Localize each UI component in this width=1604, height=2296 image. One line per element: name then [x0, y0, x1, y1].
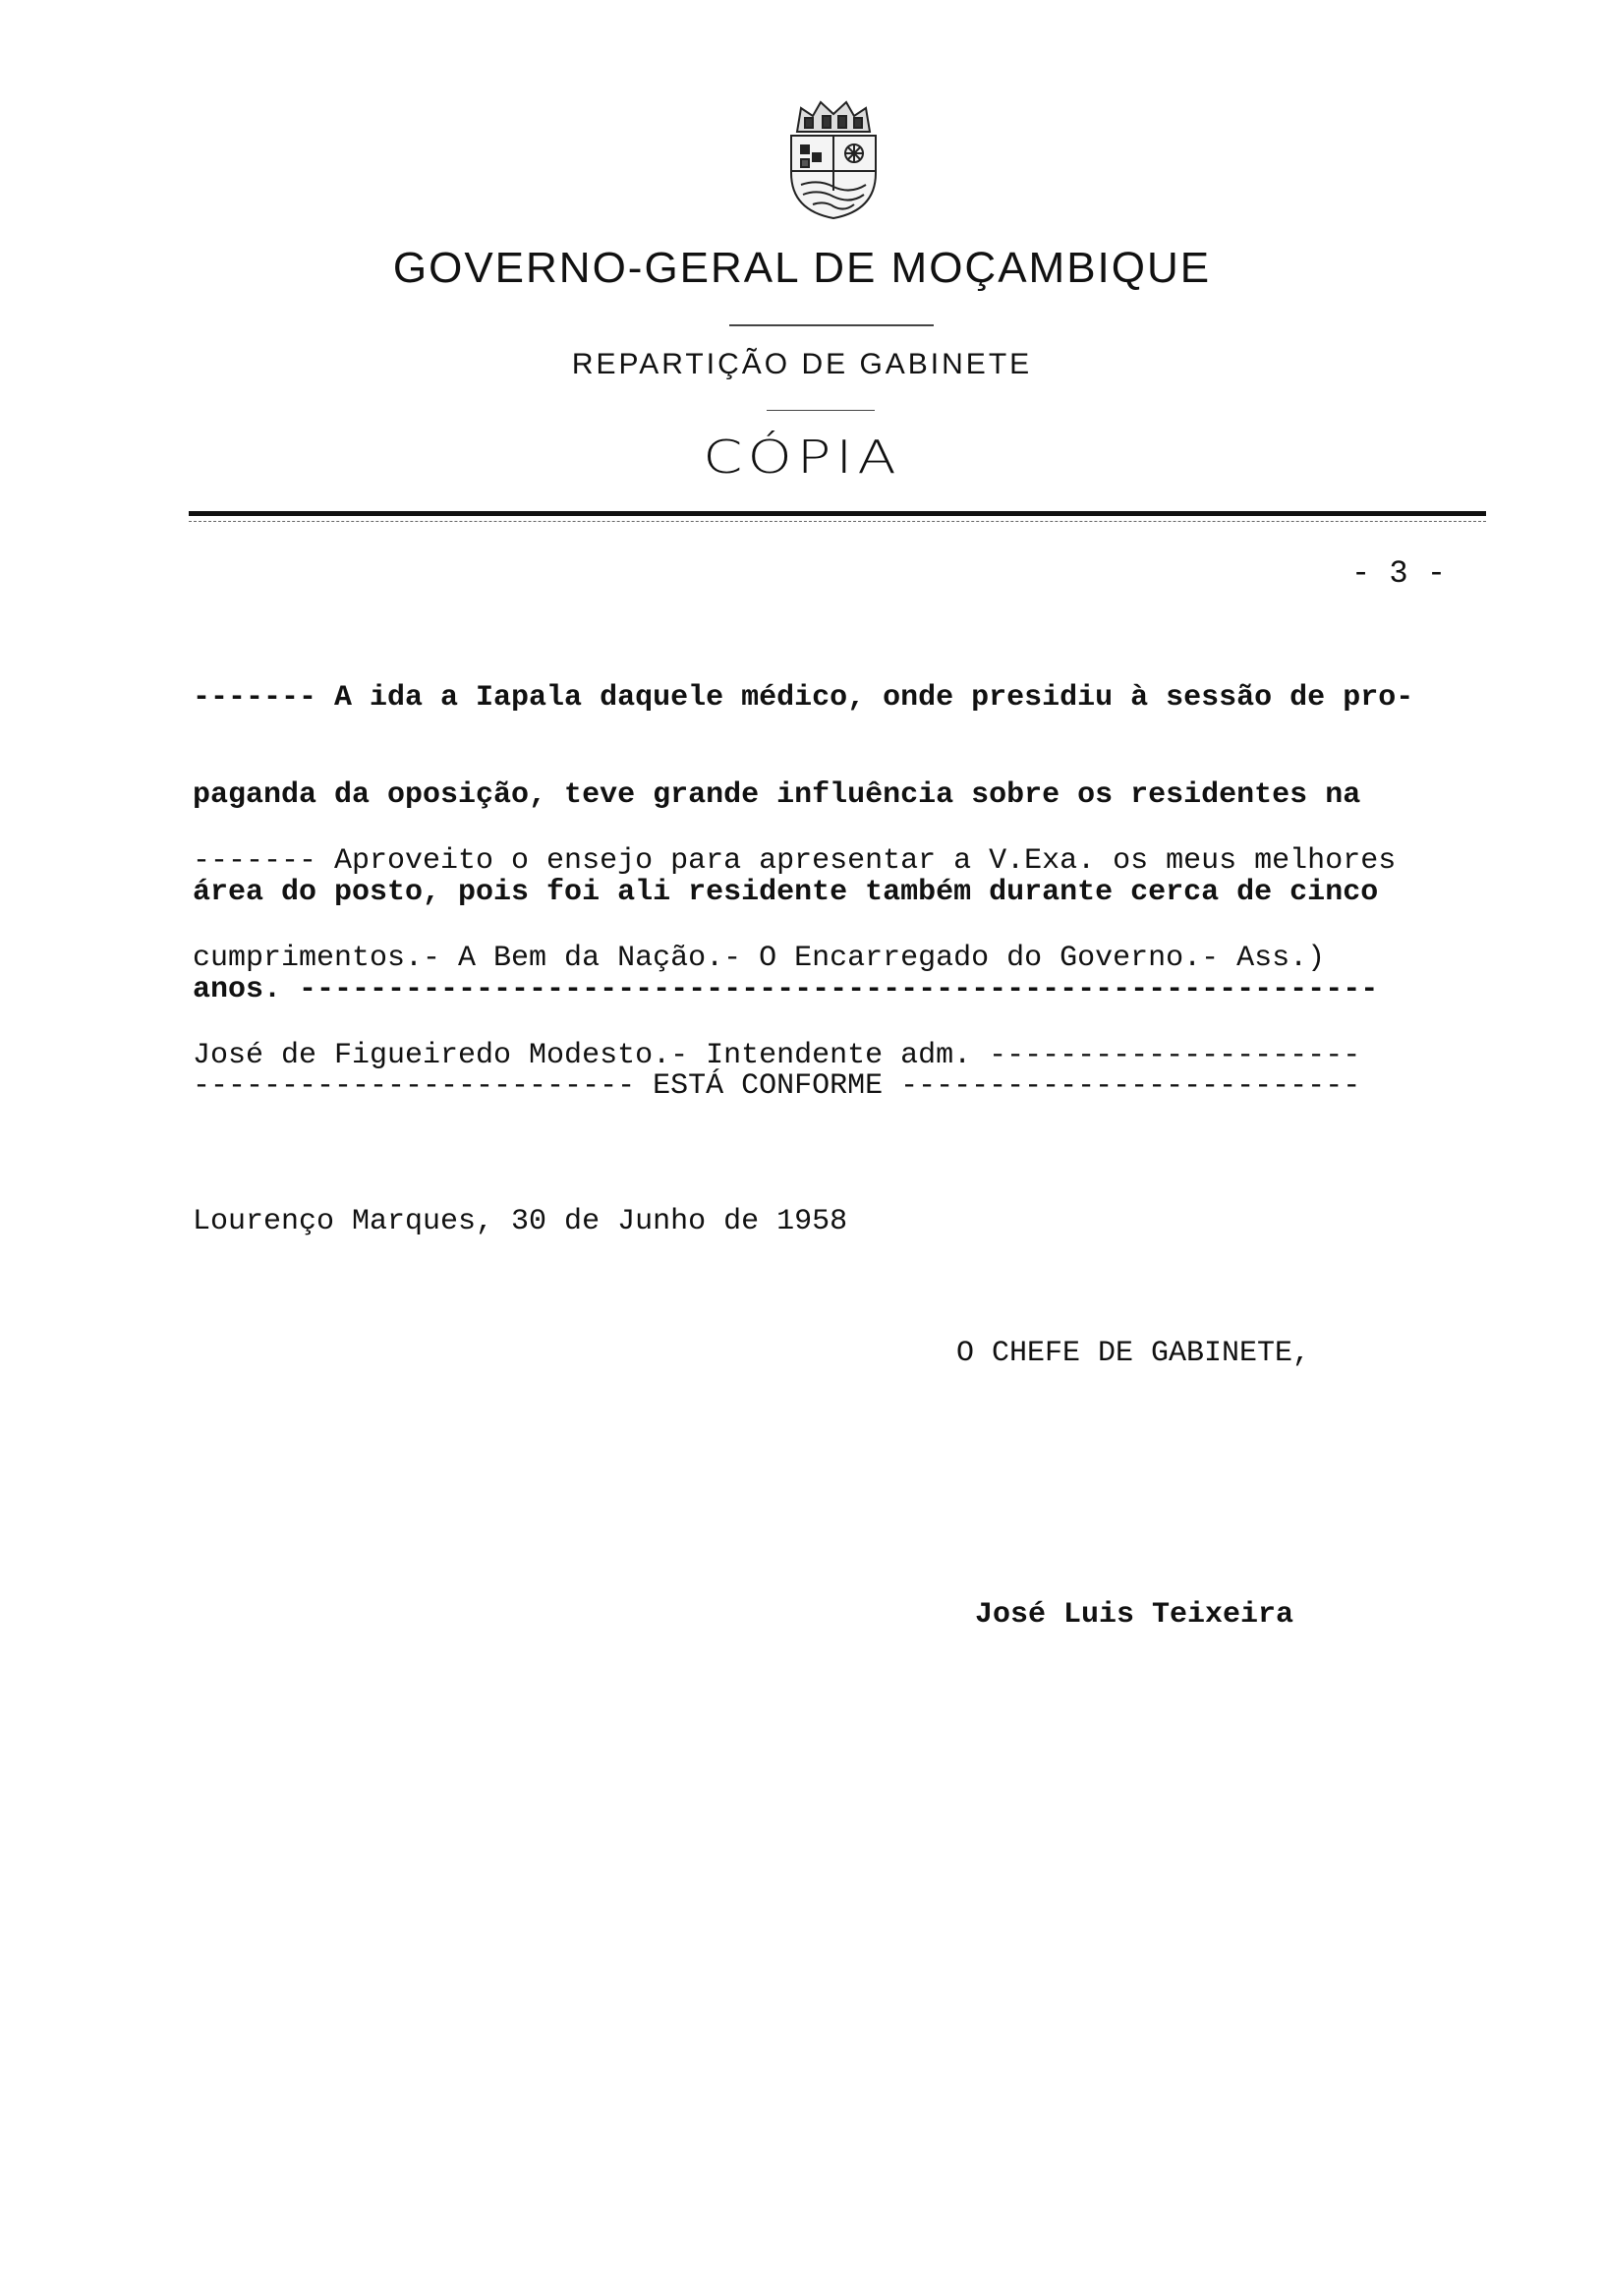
paragraph-2-line: ------- Aproveito o ensejo para apresentar a V.Exa. os meus melhores — [193, 844, 1397, 878]
title-divider — [729, 324, 934, 326]
department-divider — [767, 410, 875, 411]
header-rule — [189, 511, 1486, 516]
page-number: - 3 - — [1351, 555, 1447, 592]
place-date: Lourenço Marques, 30 de Junho de 1958 — [193, 1205, 848, 1238]
header-rule-thin — [189, 521, 1486, 522]
government-title: GOVERNO-GERAL DE MOÇAMBIQUE — [392, 244, 1212, 292]
signatory-name: José Luis Teixeira — [975, 1598, 1294, 1632]
signatory-title: O CHEFE DE GABINETE, — [956, 1337, 1311, 1370]
copy-label: CÓPIA — [703, 430, 901, 484]
paragraph-2-line: cumprimentos.- A Bem da Nação.- O Encarregado do Governo.- Ass.) — [193, 942, 1326, 975]
coat-of-arms-icon — [779, 94, 888, 222]
paragraph-1-line: anos. ------------------------------------------------------------- — [193, 973, 1379, 1006]
esta-conforme-line: ------------------------- ESTÁ CONFORME -------------------------- — [193, 1069, 1361, 1103]
paragraph-2-line: José de Figueiredo Modesto.- Intendente adm. --------------------- — [193, 1039, 1361, 1072]
paragraph-1-line: ------- A ida a Iapala daquele médico, onde presidiu à sessão de pro- — [193, 681, 1414, 715]
department-title: REPARTIÇÃO DE GABINETE — [571, 348, 1033, 380]
paragraph-1-line: paganda da oposição, teve grande influência sobre os residentes na — [193, 778, 1361, 812]
paragraph-1-line: área do posto, pois foi ali residente também durante cerca de cinco — [193, 876, 1379, 909]
